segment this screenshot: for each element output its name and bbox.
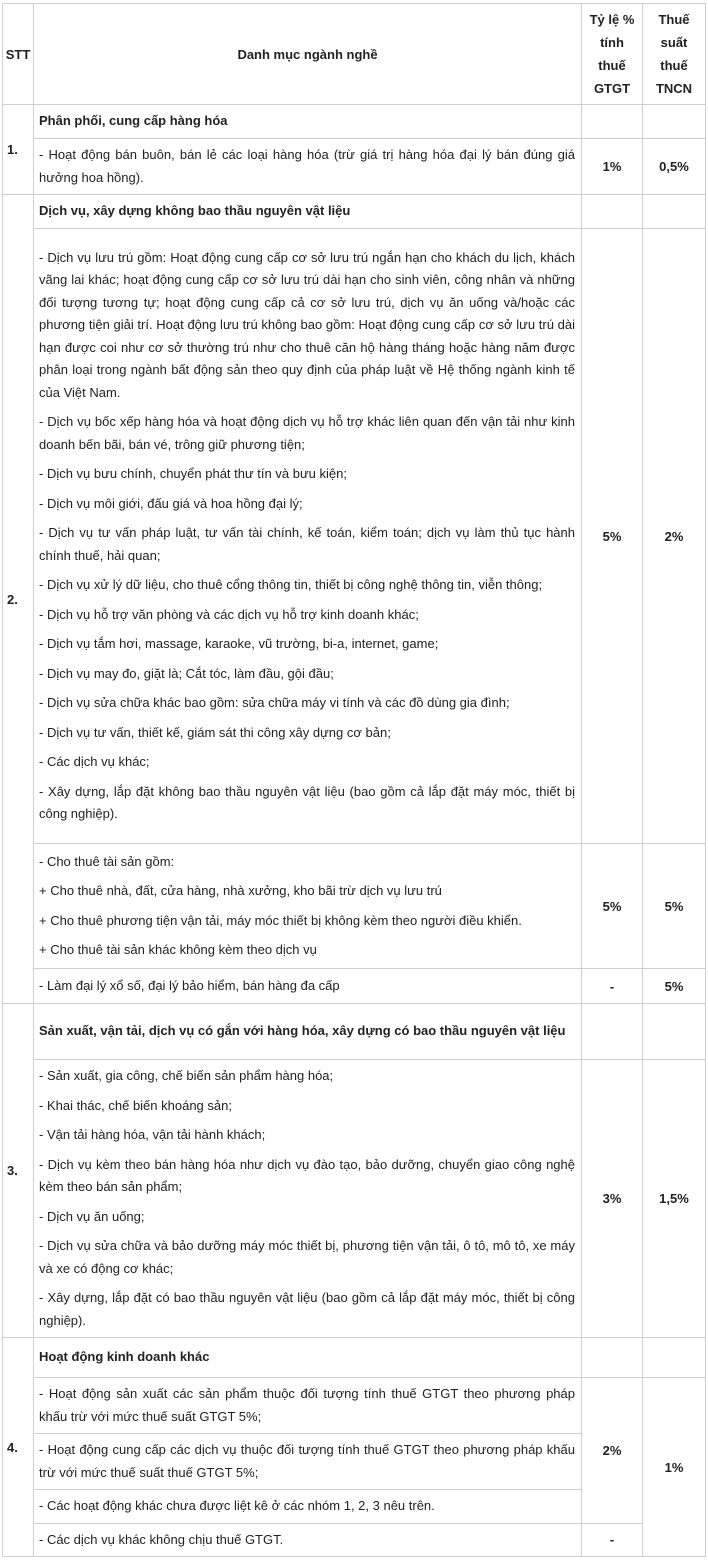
table-row [3,229,706,844]
header-row [3,4,706,105]
pit-rate-cell: 0,5% [643,139,706,195]
table-row [3,969,706,1004]
group-title-row [3,195,706,229]
activity-description: - Các hoạt động khác chưa được liệt kê ở các nhóm 1, 2, 3 nêu trên. [34,1490,582,1524]
vat-rate-cell: - [582,969,643,1004]
table-row [3,1060,706,1338]
empty-cell [582,105,643,139]
vat-rate-cell: 5% [582,844,643,969]
vat-rate-cell: 1% [582,139,643,195]
group-title: Dịch vụ, xây dựng không bao thầu nguyên vật liệu [34,195,582,229]
empty-cell [643,1338,706,1378]
group-number: 3. [3,1004,34,1338]
table-row [3,844,706,969]
pit-rate-cell: 1% [643,1378,706,1557]
group-number: 4. [3,1338,34,1557]
pit-rate-cell: 1,5% [643,1060,706,1338]
activity-description: - Cho thuê tài sản gồm: + Cho thuê nhà, đất, cửa hàng, nhà xưởng, kho bãi trừ dịch vụ lưu trú + Cho thuê phương tiện vận tải, máy móc thiết bị không kèm theo người điều khiển. + Cho thuê tài sản khác không kèm theo dịch vụ [34,844,582,969]
header-vat-rate: Tỷ lệ % tính thuế GTGT [582,4,643,105]
group-title-row [3,1338,706,1378]
group-number: 2. [3,195,34,1004]
activity-description: - Hoạt động bán buôn, bán lẻ các loại hàng hóa (trừ giá trị hàng hóa đại lý bán đúng giá hưởng hoa hồng). [34,139,582,195]
group-title-row [3,105,706,139]
table-row [3,1523,706,1557]
vat-rate-cell: 3% [582,1060,643,1338]
vat-rate-cell: 5% [582,229,643,844]
header-pit-rate: Thuế suất thuế TNCN [643,4,706,105]
group-title: Phân phối, cung cấp hàng hóa [34,105,582,139]
vat-rate-cell: 2% [582,1378,643,1524]
table-row [3,139,706,195]
empty-cell [582,1338,643,1378]
table-row [3,1378,706,1434]
empty-cell [643,105,706,139]
activity-description: - Các dịch vụ khác không chịu thuế GTGT. [34,1523,582,1557]
pit-rate-cell: 5% [643,844,706,969]
empty-cell [582,195,643,229]
empty-cell [643,1004,706,1060]
vat-rate-cell: - [582,1523,643,1557]
activity-description: - Làm đại lý xổ số, đại lý bảo hiểm, bán hàng đa cấp [34,969,582,1004]
group-title-row [3,1004,706,1060]
pit-rate-cell: 2% [643,229,706,844]
empty-cell [582,1004,643,1060]
group-title: Hoạt động kinh doanh khác [34,1338,582,1378]
header-stt: STT [3,4,34,105]
activity-description: - Dịch vụ lưu trú gồm: Hoạt động cung cấp cơ sở lưu trú ngắn hạn cho khách du lịch, khách vãng lai khác; hoạt động cung cấp cơ sở lưu trú dài hạn cho sinh viên, công nhân và những đối tượng tương tự; hoạt động cung cấp cả cơ sở lưu trú, dịch vụ ăn uống và/hoặc các phương tiện giải trí. Hoạt động lưu trú không bao gồm: Hoạt động cung cấp cơ sở lưu trú dài hạn được coi như cơ sở thường trú như cho thuê căn hộ hàng tháng hoặc hàng năm được phân loại trong ngành bất động sản theo quy định của pháp luật về Hệ thống ngành kinh tế của Việt Nam. - Dịch vụ bốc xếp hàng hóa và hoạt động dịch vụ hỗ trợ khác liên quan đến vận tải như kinh doanh bến bãi, bán vé, trông giữ phương tiện; - Dịch vụ bưu chính, chuyển phát thư tín và bưu kiện; - Dịch vụ môi giới, đấu giá và hoa hồng đại lý; - Dịch vụ tư vấn pháp luật, tư vấn tài chính, kế toán, kiểm toán; dịch vụ làm thủ tục hành chính thuế, hải quan; - Dịch vụ xử lý dữ liệu, cho thuê cổng thông tin, thiết bị công nghệ thông tin, viễn thông; - Dịch vụ hỗ trợ văn phòng và các dịch vụ hỗ trợ kinh doanh khác; - Dịch vụ tắm hơi, massage, karaoke, vũ trường, bi-a, internet, game; - Dịch vụ may đo, giặt là; Cắt tóc, làm đầu, gội đầu; - Dịch vụ sửa chữa khác bao gồm: sửa chữa máy vi tính và các đồ dùng gia đình; - Dịch vụ tư vấn, thiết kế, giám sát thi công xây dựng cơ bản; - Các dịch vụ khác; - Xây dựng, lắp đặt không bao thầu nguyên vật liệu (bao gồm cả lắp đặt máy móc, thiết bị công nghiệp). [34,229,582,844]
activity-description: - Hoạt động sản xuất các sản phẩm thuộc đối tượng tính thuế GTGT theo phương pháp khấu trừ với mức thuế suất GTGT 5%; [34,1378,582,1434]
header-category: Danh mục ngành nghề [34,4,582,105]
group-title: Sản xuất, vận tải, dịch vụ có gắn với hàng hóa, xây dựng có bao thầu nguyên vật liệu [34,1004,582,1060]
activity-description: - Hoạt động cung cấp các dịch vụ thuộc đối tượng tính thuế GTGT theo phương pháp khấu trừ với mức thuế suất thuế GTGT 5%; [34,1434,582,1490]
pit-rate-cell: 5% [643,969,706,1004]
empty-cell [643,195,706,229]
activity-description: - Sản xuất, gia công, chế biến sản phẩm hàng hóa; - Khai thác, chế biến khoáng sản; - Vận tải hàng hóa, vận tải hành khách; - Dịch vụ kèm theo bán hàng hóa như dịch vụ đào tạo, bảo dưỡng, chuyển giao công nghệ kèm theo bán sản phẩm; - Dịch vụ ăn uống; - Dịch vụ sửa chữa và bảo dưỡng máy móc thiết bị, phương tiện vận tải, ô tô, mô tô, xe máy và xe có động cơ khác; - Xây dựng, lắp đặt có bao thầu nguyên vật liệu (bao gồm cả lắp đặt máy móc, thiết bị công nghiệp). [34,1060,582,1338]
group-number: 1. [3,105,34,195]
tax-rate-table [2,3,706,1557]
